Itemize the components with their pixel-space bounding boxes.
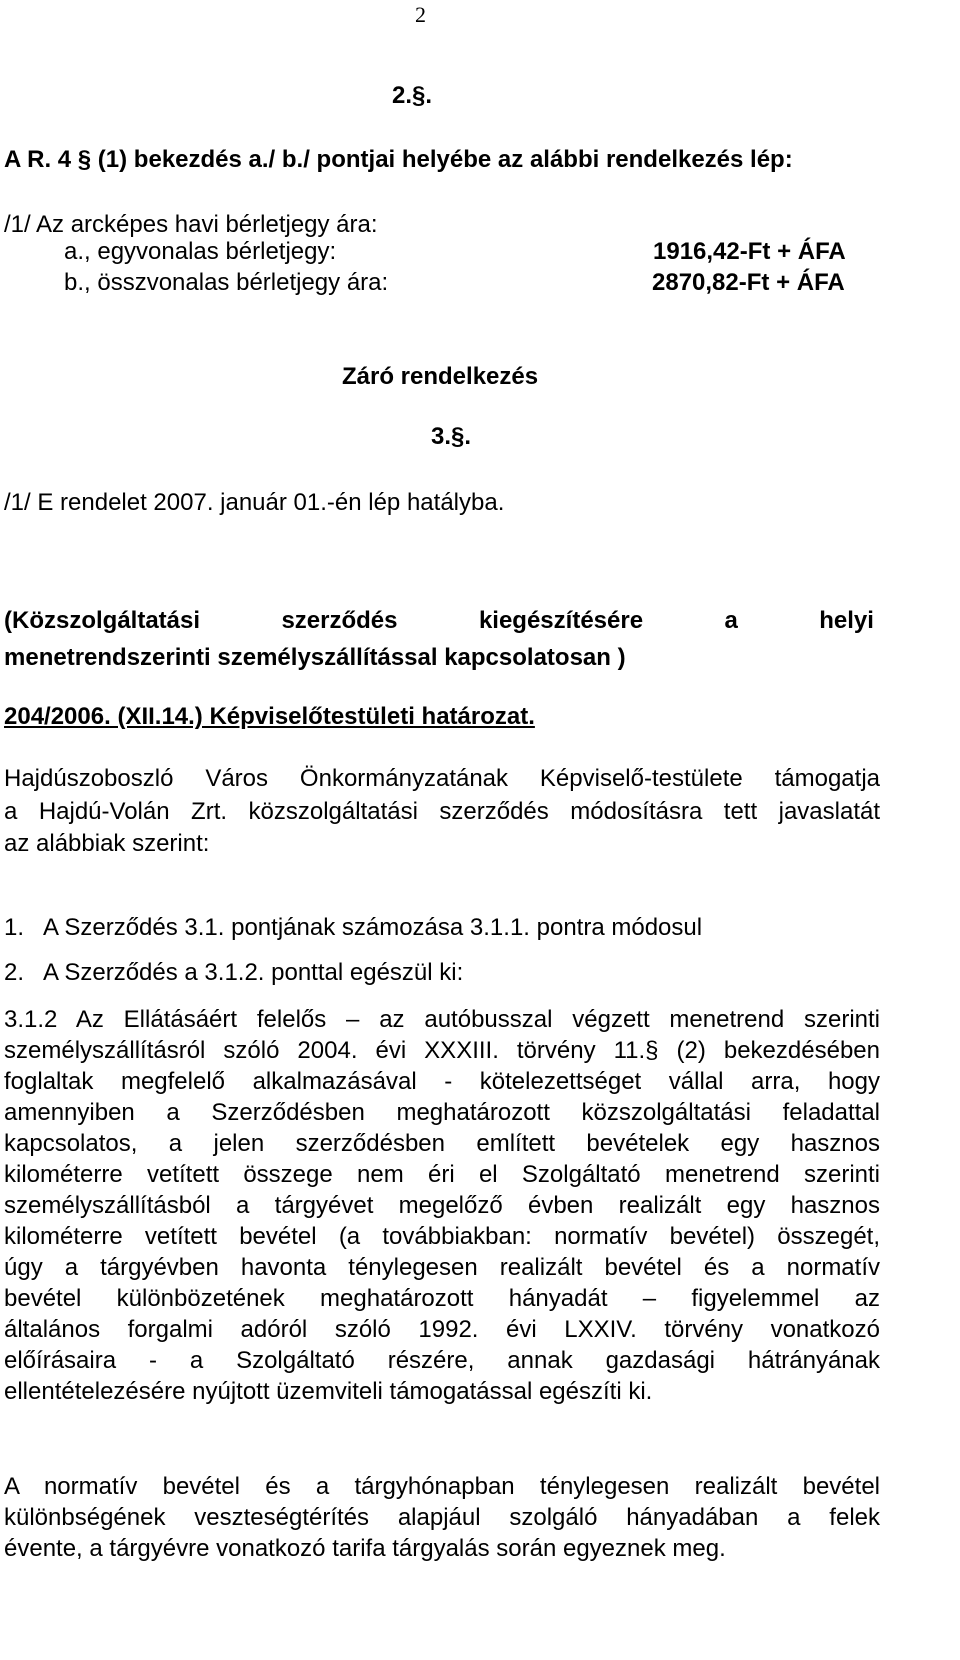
page-number: 2 — [415, 2, 426, 27]
final-paragraph-line: különbségének veszteségtérítés alapjául szolgáló hányadában a felek — [4, 1504, 880, 1531]
resolution-intro-line: a Hajdú-Volán Zrt. közszolgáltatási szerződés módosításra tett javaslatát — [4, 798, 880, 825]
final-paragraph-line: évente, a tárgyévre vonatkozó tarifa tárgyalás során egyeznek meg. — [4, 1535, 726, 1562]
final-paragraph-line: A normatív bevétel és a tárgyhónapban ténylegesen realizált bevétel — [4, 1473, 880, 1500]
closing-text: /1/ E rendelet 2007. január 01.-én lép hatályba. — [4, 489, 505, 516]
contract-caption-line-1 — [4, 606, 874, 636]
clause-line: bevétel különbözetének meghatározott hányadát – figyelemmel az — [4, 1285, 880, 1312]
price-row-value: 1916,42-Ft + ÁFA — [653, 238, 846, 265]
clause-line: amennyiben a Szerződésben meghatározott közszolgáltatási feladattal — [4, 1099, 880, 1126]
caption-word: a — [724, 607, 738, 634]
clause-line: kapcsolatos, a jelen szerződésben említett bevételek egy hasznos — [4, 1130, 880, 1157]
list-item-text: A Szerződés 3.1. pontjának számozása 3.1.1. pontra módosul — [43, 914, 703, 941]
price-item-title: /1/ Az arcképes havi bérletjegy ára: — [4, 211, 378, 238]
section-3-heading: 3.§. — [431, 423, 472, 450]
resolution-intro-line: Hajdúszoboszló Város Önkormányzatának Képviselő-testülete támogatja — [4, 765, 880, 792]
contract-caption-line-2: menetrendszerinti személyszállítással kapcsolatosan ) — [4, 644, 626, 671]
resolution-intro-line: az alábbiak szerint: — [4, 830, 210, 857]
caption-word: szerződés — [281, 607, 398, 634]
resolution-title: 204/2006. (XII.14.) Képviselőtestületi határozat. — [4, 703, 535, 730]
caption-word: helyi — [819, 607, 874, 634]
clause-line: személyszállításról szóló 2004. évi XXXIII. törvény 11.§ (2) bekezdésében — [4, 1037, 880, 1064]
caption-word: kiegészítésére — [478, 607, 644, 634]
price-row-label: b., összvonalas bérletjegy ára: — [64, 269, 389, 296]
clause-line: kilométerre vetített bevétel (a továbbiakban: normatív bevétel) összegét, — [4, 1223, 880, 1250]
clause-line: előírásaira - a Szolgáltató részére, annak gazdasági hátrányának — [4, 1347, 880, 1374]
clause-line: foglaltak megfelelő alkalmazásával - kötelezettséget vállal arra, hogy — [4, 1068, 880, 1095]
section-2-heading: 2.§. — [392, 82, 433, 109]
clause-line: általános forgalmi adóról szóló 1992. évi LXXIV. törvény vonatkozó — [4, 1316, 880, 1343]
price-row-label: a., egyvonalas bérletjegy: — [64, 238, 337, 265]
list-item-number: 1. — [4, 914, 25, 941]
section-2-intro: A R. 4 § (1) bekezdés a./ b./ pontjai helyébe az alábbi rendelkezés lép: — [4, 146, 793, 173]
clause-line: kilométerre vetített összege nem éri el Szolgáltató menetrend szerinti — [4, 1161, 880, 1188]
clause-line: személyszállításból a tárgyévet megelőző évben realizált egy hasznos — [4, 1192, 880, 1219]
price-row-value: 2870,82-Ft + ÁFA — [652, 269, 845, 296]
clause-line: úgy a tárgyévben havonta ténylegesen realizált bevétel és a normatív — [4, 1254, 880, 1281]
closing-title: Záró rendelkezés — [342, 363, 539, 390]
clause-line: 3.1.2 Az Ellátásáért felelős – az autóbusszal végzett menetrend szerinti — [4, 1006, 880, 1033]
list-item-number: 2. — [4, 959, 25, 986]
caption-word: (Közszolgáltatási — [4, 607, 201, 634]
list-item-text: A Szerződés a 3.1.2. ponttal egészül ki: — [43, 959, 464, 986]
clause-line: ellentételezésére nyújtott üzemviteli támogatással egészíti ki. — [4, 1378, 653, 1405]
